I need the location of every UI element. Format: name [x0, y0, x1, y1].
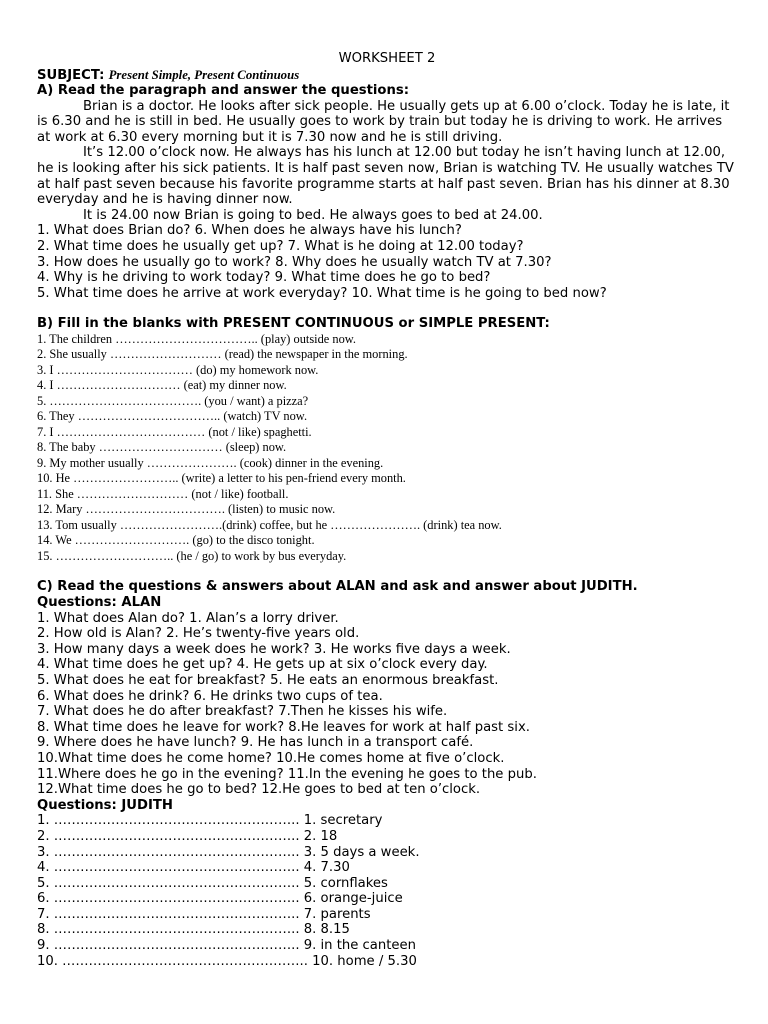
- question-line: 4. Why is he driving to work today? 9. What time does he go to bed?: [37, 270, 491, 286]
- fill-in-item: 8. The baby ………………………… (sleep) now.: [37, 440, 287, 455]
- fill-in-item: 4. I ………………………… (eat) my dinner now.: [37, 378, 287, 393]
- judith-line: 1. ……………………………………………….. 1. secretary: [37, 813, 383, 829]
- section-a-heading: A) Read the paragraph and answer the questions:: [37, 83, 410, 98]
- alan-line: 1. What does Alan do? 1. Alan’s a lorry driver.: [37, 610, 339, 626]
- fill-in-item: 15. ……………………….. (he / go) to work by bus everyday.: [37, 548, 347, 563]
- judith-line: 7. ……………………………………………….. 7. parents: [37, 906, 371, 922]
- question-line: 5. What time does he arrive at work everyday? 10. What time is he going to bed now?: [37, 285, 607, 301]
- judith-line: 2. ……………………………………………….. 2. 18: [37, 828, 338, 844]
- judith-line: 4. ……………………………………………….. 4. 7.30: [37, 860, 350, 876]
- fill-in-item: 10. He …………………….. (write) a letter to his pen-friend every month.: [37, 471, 406, 486]
- fill-in-item: 5. ………………………………. (you / want) a pizza?: [37, 393, 309, 408]
- fill-in-item: 1. The children …………………………….. (play) outside now.: [37, 331, 357, 346]
- judith-line: 10. ……………………………………………….. 10. home / 5.30: [37, 953, 417, 969]
- alan-line: 5. What does he eat for breakfast? 5. He eats an enormous breakfast.: [37, 672, 499, 688]
- fill-in-item: 9. My mother usually …………………. (cook) dinner in the evening.: [37, 455, 384, 470]
- fill-in-item: 13. Tom usually …………………….(drink) coffee, but he …………………. (drink) tea now.: [37, 517, 502, 532]
- question-line: 3. How does he usually go to work? 8. Why does he usually watch TV at 7.30?: [37, 254, 552, 270]
- subject-value: Present Simple, Present Continuous: [108, 68, 300, 82]
- judith-line: 3. ……………………………………………….. 3. 5 days a week.: [37, 844, 420, 860]
- alan-line: 4. What time does he get up? 4. He gets up at six o’clock every day.: [37, 657, 488, 673]
- fill-in-item: 12. Mary ……………………………. (listen) to music now.: [37, 502, 336, 517]
- section-b: [37, 316, 737, 564]
- section-a: [37, 83, 737, 301]
- judith-line: 8. ……………………………………………….. 8. 8.15: [37, 922, 350, 938]
- judith-line: 6. ……………………………………………….. 6. orange-juice: [37, 891, 403, 907]
- section-c-heading: C) Read the questions & answers about ALAN and ask and answer about JUDITH.: [37, 579, 638, 595]
- fill-in-item: 14. We ………………………. (go) to the disco tonight.: [37, 533, 315, 548]
- section-b-heading: B) Fill in the blanks with PRESENT CONTINUOUS or SIMPLE PRESENT:: [37, 316, 550, 332]
- alan-line: 3. How many days a week does he work? 3. He works five days a week.: [37, 641, 511, 657]
- judith-line: 5. ……………………………………………….. 5. cornflakes: [37, 875, 388, 891]
- brian-paragraph-2: It’s 12.00 o’clock now. He always has his lunch at 12.00 but today he isn’t having lunch at 12.00, he is looking after his sick patients. It is half past seven now, Brian is watching TV. He usually watches TV at half past seven because his favorite programme starts at half past seven. Brian has his dinner at 8.30 everyday and he is having dinner now.: [37, 145, 734, 208]
- alan-line: 9. Where does he have lunch? 9. He has lunch in a transport café.: [37, 735, 474, 751]
- alan-line: 11.Where does he go in the evening? 11.In the evening he goes to the pub.: [37, 766, 537, 782]
- fill-in-item: 11. She ……………………… (not / like) football.: [37, 486, 289, 501]
- fill-in-item: 2. She usually ……………………… (read) the newspaper in the morning.: [37, 347, 408, 362]
- fill-in-item: 7. I ……………………………… (not / like) spaghetti.: [37, 424, 312, 439]
- brian-paragraph-1: Brian is a doctor. He looks after sick people. He usually gets up at 6.00 o’clock. Today he is late, it is 6.30 and he is still in bed. He usually goes to work by train but today he is driving to work. He arrives at work at 6.30 every morning but it is 7.30 now and he is still driving.: [37, 98, 730, 145]
- section-c: [37, 579, 737, 969]
- question-line: 2. What time does he usually get up? 7. What is he doing at 12.00 today?: [37, 238, 524, 254]
- alan-line: 7. What does he do after breakfast? 7.Then he kisses his wife.: [37, 704, 448, 720]
- question-line: 1. What does Brian do? 6. When does he always have his lunch?: [37, 223, 462, 239]
- worksheet-page: [37, 50, 737, 969]
- alan-line: 6. What does he drink? 6. He drinks two cups of tea.: [37, 688, 383, 704]
- fill-in-item: 3. I …………………………… (do) my homework now.: [37, 362, 319, 377]
- judith-heading: Questions: JUDITH: [37, 797, 173, 813]
- subject-label: SUBJECT:: [37, 68, 105, 83]
- fill-in-list: [37, 332, 737, 565]
- alan-line: 10.What time does he come home? 10.He comes home at five o’clock.: [37, 750, 505, 766]
- subject-line: [37, 67, 737, 83]
- alan-line: 2. How old is Alan? 2. He’s twenty-five years old.: [37, 626, 360, 642]
- worksheet-title: WORKSHEET 2: [338, 51, 436, 66]
- judith-line: 9. ……………………………………………….. 9. in the canteen: [37, 938, 416, 954]
- brian-paragraph-3: It is 24.00 now Brian is going to bed. He always goes to bed at 24.00.: [83, 207, 543, 223]
- fill-in-item: 6. They …………………………….. (watch) TV now.: [37, 409, 308, 424]
- alan-line: 12.What time does he go to bed? 12.He goes to bed at ten o’clock.: [37, 782, 481, 798]
- alan-heading: Questions: ALAN: [37, 595, 162, 610]
- alan-line: 8. What time does he leave for work? 8.He leaves for work at half past six.: [37, 719, 530, 735]
